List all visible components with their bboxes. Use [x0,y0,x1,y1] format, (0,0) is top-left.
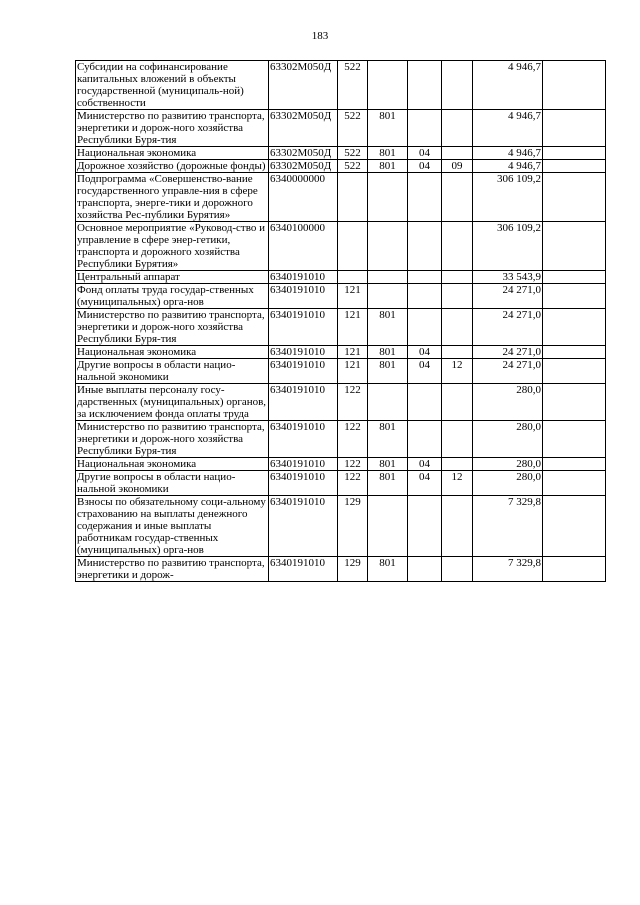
cell-section [408,309,442,346]
cell-subsection [442,496,473,557]
cell-ministry [368,271,408,284]
cell-ministry: 801 [368,147,408,160]
cell-code: 6340191010 [269,284,338,309]
cell-code: 63302М050Д [269,147,338,160]
cell-section [408,384,442,421]
cell-section [408,557,442,582]
cell-subsection: 12 [442,359,473,384]
cell-name: Министерство по развитию транспорта, энергетики и дорож-ного хозяйства Республики Буря-тия [76,421,269,458]
cell-subsection [442,384,473,421]
cell-vr: 522 [338,61,368,110]
table-row [76,458,606,471]
cell-extra [543,61,606,110]
table-row [76,271,606,284]
cell-name: Другие вопросы в области нацио-нальной экономики [76,359,269,384]
cell-ministry: 801 [368,458,408,471]
cell-ministry [368,496,408,557]
cell-amount: 280,0 [473,421,543,458]
cell-vr: 122 [338,471,368,496]
cell-ministry [368,173,408,222]
cell-vr: 122 [338,421,368,458]
cell-subsection [442,61,473,110]
cell-subsection [442,346,473,359]
table-row [76,147,606,160]
cell-vr: 122 [338,458,368,471]
cell-code: 6340191010 [269,557,338,582]
cell-ministry: 801 [368,110,408,147]
cell-extra [543,284,606,309]
cell-ministry [368,61,408,110]
cell-amount: 24 271,0 [473,284,543,309]
cell-name: Министерство по развитию транспорта, энергетики и дорож-ного хозяйства Республики Буря-тия [76,309,269,346]
cell-amount: 4 946,7 [473,147,543,160]
cell-extra [543,271,606,284]
cell-ministry [368,222,408,271]
cell-section [408,271,442,284]
cell-ministry [368,384,408,421]
cell-ministry: 801 [368,359,408,384]
cell-vr: 522 [338,110,368,147]
cell-code: 6340191010 [269,346,338,359]
cell-subsection [442,147,473,160]
cell-extra [543,421,606,458]
cell-code: 6340000000 [269,173,338,222]
table-row [76,284,606,309]
cell-name: Взносы по обязательному соци-альному страхованию на выплаты денежного содержания и иные выплаты работникам государ-ственных (муниципальных) орга-нов [76,496,269,557]
cell-name: Национальная экономика [76,346,269,359]
cell-amount: 306 109,2 [473,222,543,271]
cell-name: Министерство по развитию транспорта, энергетики и дорож-ного хозяйства Республики Буря-тия [76,110,269,147]
cell-vr [338,173,368,222]
cell-vr: 129 [338,496,368,557]
cell-vr: 122 [338,384,368,421]
cell-section [408,61,442,110]
cell-subsection [442,110,473,147]
cell-extra [543,147,606,160]
cell-extra [543,496,606,557]
cell-subsection: 09 [442,160,473,173]
cell-vr: 121 [338,284,368,309]
cell-vr: 522 [338,147,368,160]
cell-extra [543,359,606,384]
table-row [76,160,606,173]
cell-amount: 4 946,7 [473,61,543,110]
cell-name: Фонд оплаты труда государ-ственных (муниципальных) орга-нов [76,284,269,309]
cell-extra [543,110,606,147]
cell-amount: 7 329,8 [473,557,543,582]
cell-vr: 129 [338,557,368,582]
table-row [76,222,606,271]
cell-extra [543,346,606,359]
table-row [76,309,606,346]
cell-code: 63302М050Д [269,110,338,147]
table-row [76,471,606,496]
cell-vr: 121 [338,346,368,359]
cell-section [408,496,442,557]
table-row [76,359,606,384]
cell-code: 6340191010 [269,471,338,496]
cell-vr: 522 [338,160,368,173]
cell-section [408,110,442,147]
cell-section [408,284,442,309]
budget-table [75,60,606,582]
cell-section [408,173,442,222]
table-row [76,61,606,110]
cell-extra [543,557,606,582]
cell-ministry: 801 [368,309,408,346]
cell-amount: 280,0 [473,471,543,496]
cell-extra [543,471,606,496]
cell-amount: 280,0 [473,384,543,421]
cell-amount: 4 946,7 [473,160,543,173]
cell-code: 6340191010 [269,309,338,346]
cell-amount: 280,0 [473,458,543,471]
cell-subsection [442,271,473,284]
table-row [76,346,606,359]
table-row [76,421,606,458]
table-row [76,110,606,147]
table-row [76,384,606,421]
cell-subsection [442,421,473,458]
cell-subsection [442,557,473,582]
cell-amount: 7 329,8 [473,496,543,557]
cell-extra [543,384,606,421]
cell-code: 63302М050Д [269,61,338,110]
cell-amount: 306 109,2 [473,173,543,222]
cell-subsection [442,284,473,309]
cell-name: Другие вопросы в области нацио-нальной экономики [76,471,269,496]
cell-code: 6340191010 [269,384,338,421]
cell-amount: 24 271,0 [473,309,543,346]
cell-code: 6340191010 [269,359,338,384]
cell-extra [543,222,606,271]
cell-subsection [442,309,473,346]
cell-ministry [368,284,408,309]
cell-subsection [442,173,473,222]
cell-amount: 4 946,7 [473,110,543,147]
table-body [76,61,606,582]
cell-name: Центральный аппарат [76,271,269,284]
cell-code: 6340191010 [269,496,338,557]
cell-ministry: 801 [368,471,408,496]
cell-extra [543,309,606,346]
cell-section: 04 [408,458,442,471]
cell-code: 6340100000 [269,222,338,271]
cell-amount: 24 271,0 [473,346,543,359]
cell-extra [543,160,606,173]
cell-code: 6340191010 [269,458,338,471]
cell-section [408,222,442,271]
cell-ministry: 801 [368,346,408,359]
cell-name: Министерство по развитию транспорта, энергетики и дорож- [76,557,269,582]
cell-ministry: 801 [368,160,408,173]
page-number: 183 [311,30,329,42]
cell-vr [338,271,368,284]
cell-vr: 121 [338,309,368,346]
table-row [76,173,606,222]
cell-vr: 121 [338,359,368,384]
table-row [76,557,606,582]
cell-name: Подпрограмма «Совершенство-вание государственного управле-ния в сфере транспорта, энерге-тики и дорожного хозяйства Рес-публики Бурятия» [76,173,269,222]
cell-name: Основное мероприятие «Руковод-ство и управление в сфере энер-гетики, транспорта и дорожного хозяйства Республики Бурятия» [76,222,269,271]
cell-section: 04 [408,346,442,359]
cell-extra [543,458,606,471]
cell-name: Национальная экономика [76,458,269,471]
cell-amount: 24 271,0 [473,359,543,384]
cell-name: Субсидии на софинансирование капитальных вложений в объекты государственной (муниципаль-ной) собственности [76,61,269,110]
cell-section: 04 [408,160,442,173]
cell-subsection [442,222,473,271]
cell-section [408,421,442,458]
cell-ministry: 801 [368,557,408,582]
cell-vr [338,222,368,271]
cell-code: 6340191010 [269,421,338,458]
cell-code: 63302М050Д [269,160,338,173]
cell-amount: 33 543,9 [473,271,543,284]
table-row [76,496,606,557]
cell-section: 04 [408,147,442,160]
cell-name: Иные выплаты персоналу госу-дарственных (муниципальных) органов, за исключением фонда оплаты труда [76,384,269,421]
cell-extra [543,173,606,222]
cell-name: Национальная экономика [76,147,269,160]
cell-ministry: 801 [368,421,408,458]
cell-section: 04 [408,359,442,384]
cell-section: 04 [408,471,442,496]
cell-subsection: 12 [442,471,473,496]
cell-subsection [442,458,473,471]
cell-code: 6340191010 [269,271,338,284]
cell-name: Дорожное хозяйство (дорожные фонды) [76,160,269,173]
